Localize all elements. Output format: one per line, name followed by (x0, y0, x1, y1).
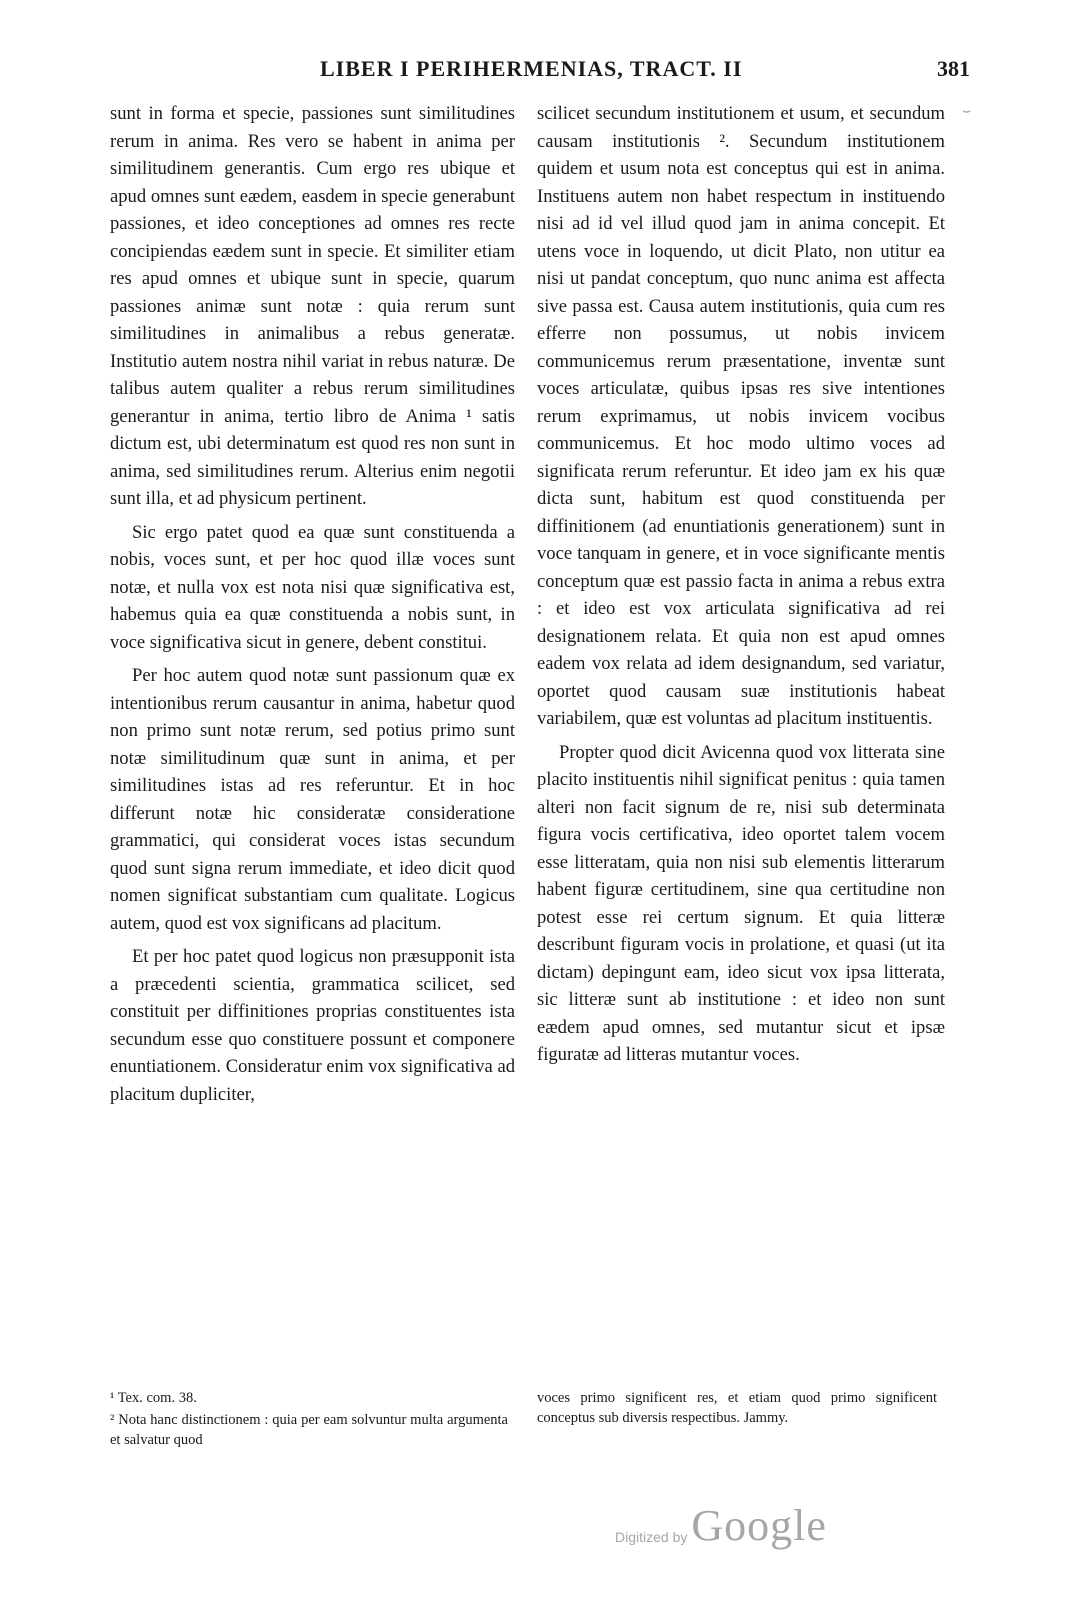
google-watermark (615, 1500, 827, 1560)
running-head: LIBER I PERIHERMENIAS, TRACT. II (320, 56, 743, 81)
page-header (110, 56, 970, 92)
paragraph: sunt in forma et specie, passiones sunt similitudines rerum in anima. Res vero se habent in anima per similitudinem generantis. Cum ergo res ubique et apud omnes sunt eædem, easdem in specie generabunt passiones, et ideo conceptiones ad omnes res recte concipiendas eædem sunt in specie. Et similiter etiam res apud omnes et ubique sunt in specie, quarum passiones animæ sunt notæ : quia rerum sunt similitudines in animalibus a rebus generatæ. Institutio autem nostra nihil variat in rebus naturæ. De talibus autem qualiter a rebus rerum similitudines generantur in anima, tertio libro de Anima ¹ satis dictum est, ubi determinatum est quod res non sunt in anima, sed similitudines rerum. Alterius enim negotii sunt illa, et ad physicum pertinent. (110, 103, 515, 509)
paragraph: Per hoc autem quod notæ sunt passionum quæ ex intentionibus rerum causantur in anima, habetur quod non primo sunt notæ rerum, sed potius primo sunt notæ similitudinum quæ sunt in anima, et per similitudines istas ad res referuntur. Et in hoc differunt notæ hic consideratæ consideratione grammatici, qui considerat voces istas secundum quod sunt signa rerum immediate, et ideo dicit quod nomen significat substantiam cum qualitate. Logicus autem, quod est vox significans ad placitum. (110, 665, 515, 934)
google-logo: Google (691, 1501, 827, 1550)
paragraph: Propter quod dicit Avicenna quod vox litterata sine placito instituentis nihil significat penitus : quia tamen alteri non facit signum de re, nisi sub determinata figura vocis certificativa, ideo oportet talem vocem esse litteratam, quia non nisi sub elementis litterarum habent figuræ certitudinem, sine qua certitudine non potest esse rei certum signum. Et quia litteræ describunt figuram vocis in prolatione, et quasi (ut ita dictam) depingunt eam, ideo sicut vox ipsa litterata, sic litteræ sunt ab institutione : et ideo non sunt eædem apud omnes, sed mutantur sicut et ipsæ figuratæ ad litteras mutantur voces. (537, 741, 945, 1065)
right-column (537, 100, 945, 1075)
footnote: ¹ Tex. com. 38. (110, 1390, 197, 1406)
paragraph: Sic ergo patet quod ea quæ sunt constituenda a nobis, voces sunt, et per hoc quod illæ voces sunt notæ, et nulla vox est nota nisi quæ significativa est, habemus quia ea quæ constituenda a nobis sunt, in voce significativa sicut in genere, debent constitui. (110, 521, 515, 653)
page-number: 381 (937, 56, 970, 81)
paragraph: scilicet secundum institutionem et usum, et secundum causam institutionis ². Secundum institutionem quidem et usum nota est conceptus qui est in anima. Instituens autem non habet respectum in instituendo nisi ad id vel illud quod jam in anima concepit. Et utens voce in loquendo, ut dicit Plato, non utitur ea nisi ut pandat conceptum, quo nunc anima est affecta sive passa est. Causa autem institutionis, quia cum res efferre non possumus, ut nobis invicem communicemus rerum præsentatione, inventæ sunt voces articulatæ, quibus ipsas res sive intentiones rerum exprimamus, ut nobis invicem vocibus communicemus. Et hoc modo ultimo voces ad significata rerum referuntur. Et ideo jam ex his quæ dicta sunt, habitum est quod constituenda per diffinitionem (ad enuntiationis generationem) sunt in voce tanquam in genere, et in voce significante mentis conceptum quæ est passio facta in anima a rebus extra : et ideo est vox articulata significativa ad rei designationem relata. Et quia non est apud omnes eadem vox relata ad idem designandum, sed variatur, oportet quod causam suæ institutionis habeat variabilem, quæ est voluntas ad placitum instituentis. (537, 103, 945, 729)
footnote: voces primo significent res, et etiam quod primo significent conceptus sub diversis respectibus. Jammy. (537, 1390, 937, 1426)
left-column (110, 100, 515, 1114)
footnote: ² Nota hanc distinctionem : quia per eam solvuntur multa argumenta et salvatur quod (110, 1412, 508, 1448)
margin-mark: ⌣ (962, 104, 972, 119)
paragraph: Et per hoc patet quod logicus non præsupponit ista a præcedenti scientia, grammatica scilicet, sed constituit per diffinitiones proprias constituentes ista secundum esse quo constituere possunt et componere enuntiationem. Consideratur enim vox significativa ad placitum dupliciter, (110, 946, 515, 1105)
footnotes-left (110, 1388, 508, 1450)
footnotes-right (537, 1388, 937, 1428)
watermark-prefix: Digitized by (615, 1529, 688, 1545)
